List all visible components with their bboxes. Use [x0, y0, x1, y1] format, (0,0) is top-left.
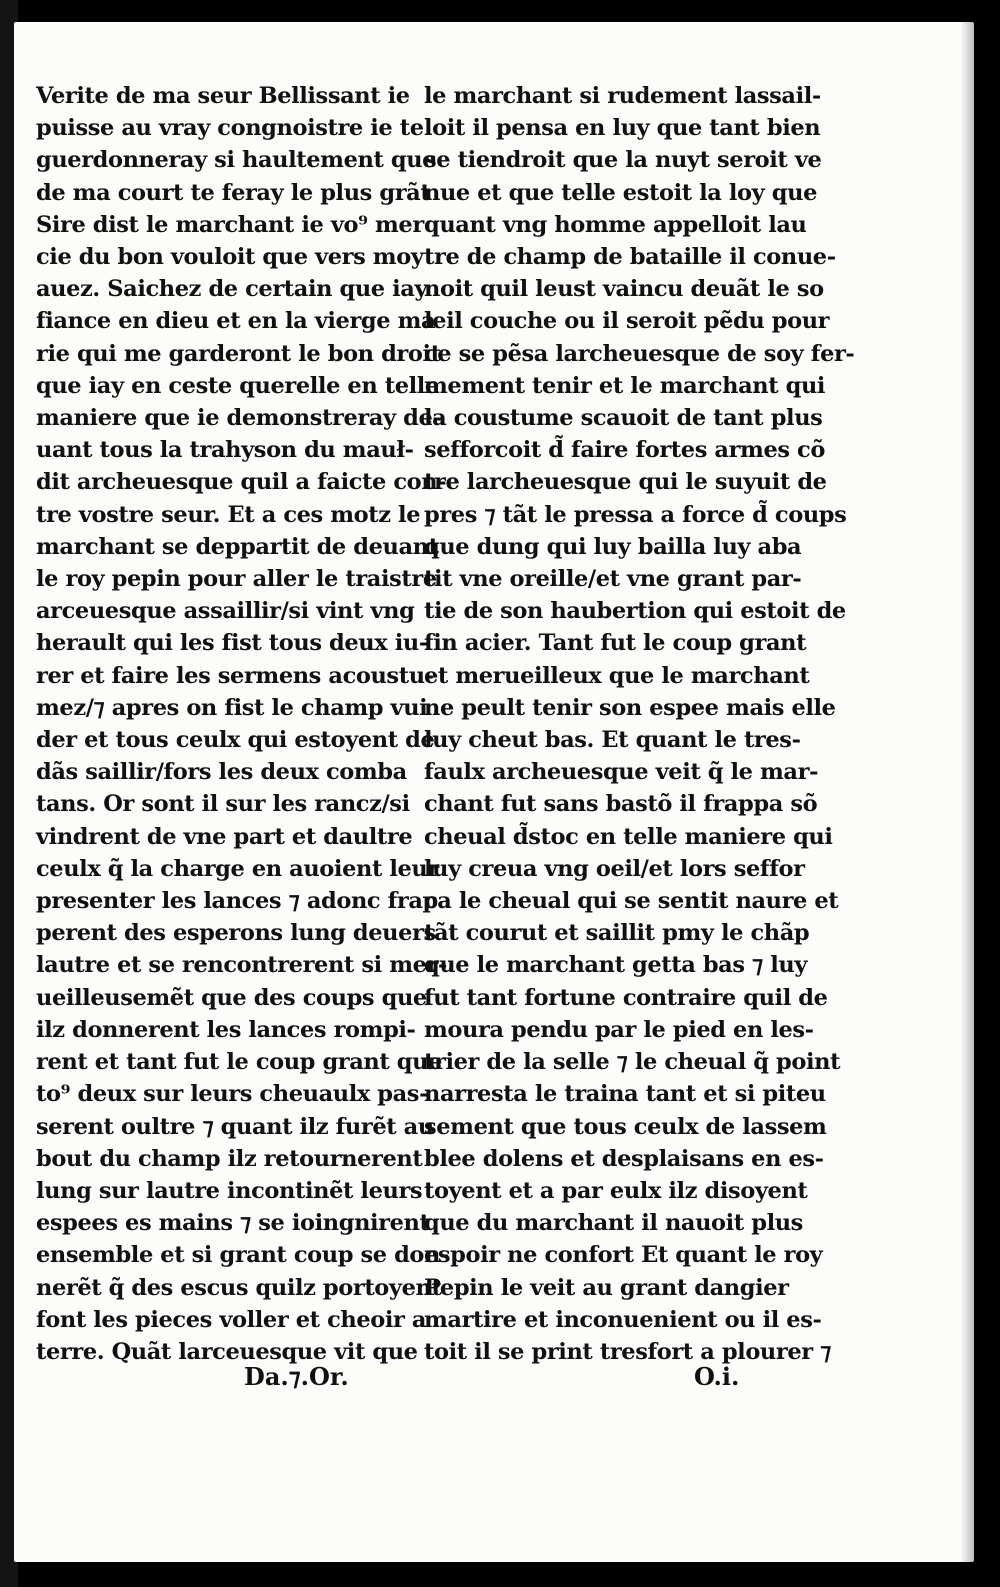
text-line: nerẽt q̃ des escus quilz portoyent [36, 1274, 442, 1301]
text-line: tans. Or sont il sur les rancz/si [36, 791, 410, 818]
text-line: sement que tous ceulx de lassem [424, 1113, 827, 1140]
text-line: tre vostre seur. Et a ces motz le [36, 501, 421, 528]
text-line: dit archeuesque quil a faicte con- [36, 469, 447, 496]
text-column-right [424, 80, 855, 1368]
text-line: que iay en ceste querelle en telle [36, 372, 439, 399]
text-line: blee dolens et desplaisans en es- [424, 1145, 824, 1172]
text-line: luy creua vng oeil/et lors seffor [424, 855, 805, 882]
text-line: toit il se print tresfort a plourer ⁊ [424, 1338, 831, 1365]
text-line: se tiendroit que la nuyt seroit ve [424, 147, 822, 174]
text-line: moura pendu par le pied en les- [424, 1016, 814, 1043]
text-line: Verite de ma seur Bellissant ie [36, 83, 410, 109]
text-line: tit vne oreille/et vne grant par- [424, 566, 802, 593]
text-line: pres ⁊ tãt le pressa a force d̃ coups [424, 501, 847, 528]
text-line: bout du champ ilz retournerent [36, 1145, 423, 1172]
signature-mark-right: O.i. [694, 1362, 740, 1391]
text-line: espees es mains ⁊ se ioingnirent [36, 1210, 430, 1237]
text-line: presenter les lances ⁊ adonc frap [36, 888, 438, 915]
text-line: loit il pensa en luy que tant bien [424, 115, 821, 142]
text-line: to⁹ deux sur leurs cheuaulx pas- [36, 1081, 429, 1108]
text-line: dãs saillir/fors les deux comba [36, 759, 407, 786]
text-line: terre. Quãt larceuesque vit que [36, 1338, 418, 1365]
text-line: ne peult tenir son espee mais elle [424, 694, 836, 721]
text-line: ilz donnerent les lances rompi- [36, 1016, 416, 1043]
text-line: chant fut sans bastõ il frappa sõ [424, 791, 818, 818]
text-line: vindrent de vne part et daultre [36, 823, 413, 850]
text-line: ce se pẽsa larcheuesque de soy fer- [424, 340, 855, 367]
text-line: Sire dist le marchant ie vo⁹ mer [36, 211, 424, 238]
text-line: le roy pepin pour aller le traistre [36, 566, 437, 593]
text-line: tre larcheuesque qui le suyuit de [424, 469, 827, 496]
text-line: serent oultre ⁊ quant ilz furẽt au [36, 1113, 434, 1140]
text-line: de ma court te feray le plus grãt [36, 179, 431, 206]
text-line: tãt courut et saillit pmy le chãp [424, 920, 810, 947]
text-line: ensemble et si grant coup se don- [36, 1242, 449, 1269]
text-line: leil couche ou il seroit pẽdu pour [424, 308, 830, 335]
text-line: tie de son haubertion qui estoit de [424, 598, 846, 625]
signature-mark-left: Da.⁊.Or. [244, 1362, 349, 1391]
text-line: puisse au vray congnoistre ie te [36, 115, 424, 142]
text-column-left [36, 80, 449, 1368]
text-line: noit quil leust vaincu deuãt le so [424, 276, 824, 303]
text-line: lautre et se rencontrerent si mer- [36, 952, 447, 979]
text-line: fiance en dieu et en la vierge ma [36, 308, 436, 335]
text-line: Pepin le veit au grant dangier [424, 1274, 789, 1301]
text-line: que le marchant getta bas ⁊ luy [424, 952, 808, 979]
text-line: sefforcoit d̃ faire fortes armes cõ [424, 437, 825, 464]
text-line: marchant se deppartit de deuant [36, 533, 439, 560]
text-line: ueilleusemẽt que des coups que [36, 984, 427, 1011]
text-line: quant vng homme appelloit lau [424, 211, 807, 238]
text-line: rie qui me garderont le bon droit [36, 340, 441, 367]
text-line: fin acier. Tant fut le coup grant [424, 630, 807, 657]
text-line: ca le cheual qui se sentit naure et [424, 888, 839, 915]
text-line: la coustume scauoit de tant plus [424, 405, 823, 432]
book-page [14, 22, 974, 1562]
text-line: auez. Saichez de certain que iay [36, 276, 428, 303]
text-line: arceuesque assaillir/si vint vng [36, 598, 415, 625]
text-line: maniere que ie demonstreray de- [36, 405, 442, 432]
text-line: font les pieces voller et cheoir a [36, 1306, 427, 1333]
text-line: mement tenir et le marchant qui [424, 372, 826, 399]
text-line: faulx archeuesque veit q̃ le mar- [424, 759, 819, 786]
text-line: trier de la selle ⁊ le cheual q̃ point [424, 1049, 841, 1076]
text-line: uant tous la trahyson du mauł- [36, 437, 414, 464]
text-line: que du marchant il nauoit plus [424, 1210, 803, 1237]
text-line: cheual d̃stoc en telle maniere qui [424, 823, 833, 850]
text-line: lung sur lautre incontinẽt leurs [36, 1177, 423, 1204]
text-line: luy cheut bas. Et quant le tres- [424, 727, 801, 754]
text-line: narresta le traina tant et si piteu [424, 1081, 826, 1108]
text-line: rer et faire les sermens acoustu- [36, 662, 434, 689]
text-line: espoir ne confort Et quant le roy [424, 1242, 823, 1269]
text-line: le marchant si rudement lassail- [424, 83, 821, 109]
text-line: et merueilleux que le marchant [424, 662, 810, 689]
text-line: der et tous ceulx qui estoyent de [36, 727, 435, 754]
text-line: tre de champ de bataille il conue- [424, 244, 836, 271]
text-line: ceulx q̃ la charge en auoient leur [36, 855, 439, 882]
text-line: nue et que telle estoit la loy que [424, 179, 817, 206]
text-line: guerdonneray si haultement que [36, 147, 437, 174]
text-line: perent des esperons lung deuers [36, 920, 436, 947]
text-line: rent et tant fut le coup grant que [36, 1049, 443, 1076]
text-line: martire et inconuenient ou il es- [424, 1306, 822, 1333]
text-line: fut tant fortune contraire quil de [424, 984, 828, 1011]
text-line: cie du bon vouloit que vers moy [36, 244, 424, 271]
text-line: mez/⁊ apres on fist le champ vui [36, 694, 428, 721]
text-line: que dung qui luy bailla luy aba [424, 533, 802, 560]
text-line: herault qui les fist tous deux iu- [36, 630, 428, 657]
text-line: toyent et a par eulx ilz disoyent [424, 1177, 808, 1204]
page-edge-shadow [960, 22, 974, 1562]
